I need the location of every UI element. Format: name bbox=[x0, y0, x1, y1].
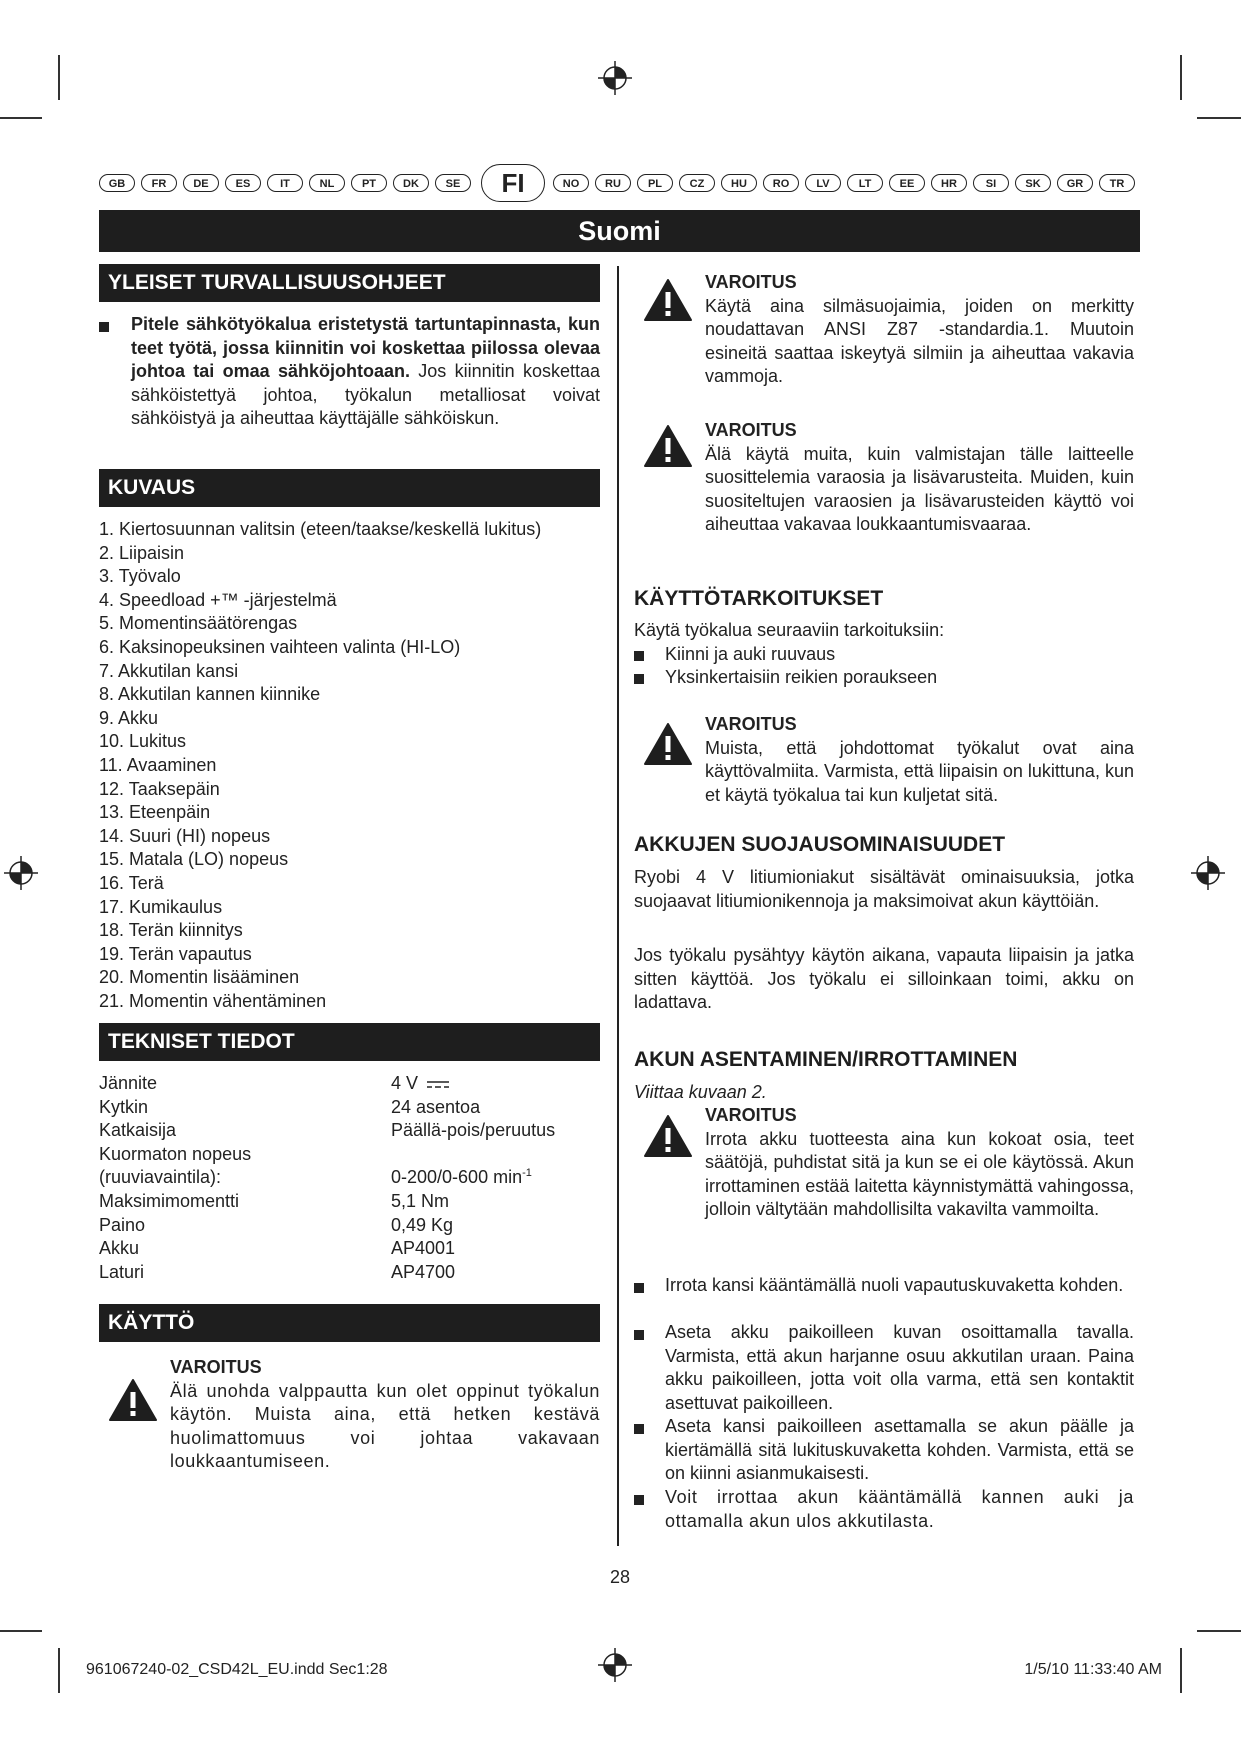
description-item: 8. Akkutilan kannen kiinnike bbox=[99, 684, 321, 705]
bullet bbox=[634, 651, 644, 661]
warning-text: Irrota akku tuotteesta aina kun kokoat osia, teet säätöjä, puhdistat sitä ja kun se ei ole käytössä. Akun irrottaminen estää laitetta käynnistymättä vahingossa, jolloin vältytään mahdollisilta vakavilta vammoilta. bbox=[705, 1128, 1134, 1219]
description-item: 20. Momentin lisääminen bbox=[99, 967, 300, 988]
description-item: 3. Työvalo bbox=[99, 566, 181, 587]
protection-paragraph: Ryobi 4 V litiumioniakut sisältävät ominaisuuksia, jotka suojaavat litiumionikennoja ja maksimoivat akun käyttöiän. bbox=[634, 867, 1134, 911]
description-item: 15. Matala (LO) nopeus bbox=[99, 849, 289, 870]
warning-triangle-icon bbox=[643, 278, 693, 322]
spec-value-text: 24 asentoa bbox=[391, 1096, 481, 1117]
description-item: 1. Kiertosuunnan valitsin (eteen/taakse/keskellä lukitus) bbox=[99, 519, 542, 539]
warning-text: Muista, että johdottomat työkalut ovat aina käyttövalmiita. Varmista, että liipaisin on lukittuna, kun et käytä työkalua tai kun kuljetat sitä. bbox=[705, 737, 1134, 805]
bullet bbox=[634, 1330, 644, 1340]
lang-lv[interactable]: LV bbox=[805, 174, 841, 192]
lang-hu[interactable]: HU bbox=[721, 174, 757, 192]
description-item: 4. Speedload +™ -järjestelmä bbox=[99, 589, 337, 610]
warning-triangle-icon bbox=[643, 722, 693, 766]
section-heading-usage: KÄYTTÖ bbox=[99, 1304, 600, 1342]
spec-value-text: AP4001 bbox=[391, 1238, 456, 1259]
bullet bbox=[634, 1495, 644, 1505]
bullet bbox=[99, 322, 109, 332]
description-item: 7. Akkutilan kansi bbox=[99, 660, 239, 681]
section-heading-purpose: KÄYTTÖTARKOITUKSET bbox=[634, 587, 884, 610]
protection-paragraph: Jos työkalu pysähtyy käytön aikana, vapauta liipaisin ja jatka sitten käyttöä. Jos työkalu ei silloinkaan toimi, akku on ladattava. bbox=[634, 945, 1134, 1012]
spec-value-text: 0-200/0-600 min bbox=[391, 1167, 523, 1188]
section-heading-protection: AKKUJEN SUOJAUSOMINAISUUDET bbox=[634, 833, 1006, 856]
lang-pl[interactable]: PL bbox=[637, 174, 673, 192]
lang-sk[interactable]: SK bbox=[1015, 174, 1051, 192]
description-item: 19. Terän vapautus bbox=[99, 943, 252, 964]
crop-mark bbox=[0, 1630, 42, 1632]
purpose-item: Yksinkertaisiin reikien poraukseen bbox=[665, 667, 938, 687]
purpose-intro: Käytä työkalua seuraaviin tarkoituksiin: bbox=[634, 620, 945, 640]
spec-value bbox=[391, 1120, 555, 1141]
language-bar bbox=[99, 164, 1139, 204]
warning-ready-tools bbox=[705, 713, 1134, 807]
description-item: 10. Lukitus bbox=[99, 731, 187, 752]
section-heading-install: AKUN ASENTAMINEN/IRROTTAMINEN bbox=[634, 1048, 1018, 1071]
lang-gr[interactable]: GR bbox=[1057, 174, 1093, 192]
description-item: 21. Momentin vähentäminen bbox=[99, 991, 327, 1011]
crop-mark bbox=[0, 117, 42, 119]
lang-se[interactable]: SE bbox=[435, 174, 471, 192]
figure-reference: Viittaa kuvaan 2. bbox=[634, 1082, 767, 1102]
dc-symbol-icon bbox=[427, 1080, 449, 1090]
lang-tr[interactable]: TR bbox=[1099, 174, 1135, 192]
lang-ee[interactable]: EE bbox=[889, 174, 925, 192]
registration-mark-icon bbox=[598, 61, 632, 95]
warning-triangle-icon bbox=[108, 1378, 158, 1422]
registration-mark-icon bbox=[598, 1648, 632, 1682]
warning-title: VAROITUS bbox=[170, 1357, 262, 1377]
footer-file-info: 961067240-02_CSD42L_EU.indd Sec1:28 bbox=[86, 1661, 388, 1678]
column-divider bbox=[617, 266, 619, 1546]
safety-bold-text: Pitele sähkötyökalua eristetystä tartuntapinnasta, kun teet työtä, jossa kiinnitin voi koskettaa piilossa olevaa johtoa tai omaa sähköjohtoaan. bbox=[131, 314, 600, 381]
spec-value bbox=[391, 1215, 453, 1236]
spec-value-text: 5,1 Nm bbox=[391, 1191, 450, 1211]
spec-label: Laturi bbox=[99, 1261, 145, 1282]
warning-remove-battery bbox=[705, 1104, 1134, 1222]
spec-value-text: AP4700 bbox=[391, 1261, 456, 1282]
lang-de[interactable]: DE bbox=[183, 174, 219, 192]
bullet bbox=[634, 1283, 644, 1293]
lang-dk[interactable]: DK bbox=[393, 174, 429, 192]
install-step: Aseta kansi paikoilleen asettamalla se akun päälle ja kiertämällä sitä lukituskuvaketta kohden. Varmista, että se on kiinni asianmukaisesti. bbox=[665, 1416, 1134, 1483]
warning-title: VAROITUS bbox=[705, 420, 797, 440]
bullet bbox=[634, 1424, 644, 1434]
safety-paragraph bbox=[131, 313, 600, 431]
lang-ro[interactable]: RO bbox=[763, 174, 799, 192]
spec-value bbox=[391, 1191, 449, 1212]
lang-fr[interactable]: FR bbox=[141, 174, 177, 192]
lang-si[interactable]: SI bbox=[973, 174, 1009, 192]
warning-text: Käytä aina silmäsuojaimia, joiden on merkitty noudattavan ANSI Z87 -standardia.1. Muutoin esineitä saattaa iskeytyä silmiin ja aiheuttaa vakavia vammoja. bbox=[705, 295, 1134, 386]
registration-mark-icon bbox=[4, 856, 38, 890]
description-item: 17. Kumikaulus bbox=[99, 896, 223, 917]
lang-it[interactable]: IT bbox=[267, 174, 303, 192]
description-item: 13. Eteenpäin bbox=[99, 802, 211, 823]
page-number: 28 bbox=[609, 1567, 631, 1587]
crop-mark bbox=[1197, 1630, 1241, 1632]
spec-label: Akku bbox=[99, 1238, 140, 1259]
lang-nl[interactable]: NL bbox=[309, 174, 345, 192]
lang-es[interactable]: ES bbox=[225, 174, 261, 192]
spec-value bbox=[391, 1073, 418, 1094]
warning-eye-protection bbox=[705, 271, 1134, 389]
spec-label: Kuormaton nopeus bbox=[99, 1143, 252, 1164]
spec-value-text: 0,49 Kg bbox=[391, 1214, 454, 1235]
install-step: Aseta akku paikoilleen kuvan osoittamalla tavalla. Varmista, että akun harjanne osuu akkutilan uraan. Paina akku paikoilleen, jotta voit olla varma, että sen kontaktit asettuvat paikoilleen. bbox=[665, 1322, 1134, 1413]
purpose-item: Kiinni ja auki ruuvaus bbox=[665, 644, 836, 664]
spec-value bbox=[391, 1097, 480, 1118]
spec-label: Paino bbox=[99, 1214, 146, 1235]
section-heading-safety: YLEISET TURVALLISUUSOHJEET bbox=[99, 264, 600, 302]
description-item: 5. Momentinsäätörengas bbox=[99, 613, 298, 634]
spec-value bbox=[391, 1262, 455, 1283]
safety-text: Jos kiinnitin koskettaa sähköistettyä johtoa, työkalun metalliosat voivat sähköistyä ja aiheuttaa käyttäjälle sähköiskun. bbox=[131, 361, 600, 428]
registration-mark-icon bbox=[1191, 856, 1225, 890]
spec-value-text: Päällä-pois/peruutus bbox=[391, 1120, 556, 1141]
page-title: Suomi bbox=[99, 210, 1140, 252]
warning-text: Älä käytä muita, kuin valmistajan tälle laitteelle suosittelemia varaosia ja lisävarusteita. Muiden, kuin suositeltujen varaosien ja lisävarusteiden käyttö voi aiheuttaa vakavaa loukkaantumisvaaraa. bbox=[705, 443, 1134, 534]
lang-gb[interactable]: GB bbox=[99, 174, 135, 192]
spec-label: Katkaisija bbox=[99, 1120, 177, 1141]
crop-mark bbox=[1180, 1648, 1182, 1693]
usage-warning bbox=[170, 1356, 600, 1474]
spec-label: Maksimimomentti bbox=[99, 1191, 240, 1211]
description-item: 12. Taaksepäin bbox=[99, 778, 220, 799]
lang-cz[interactable]: CZ bbox=[679, 174, 715, 192]
warning-title: VAROITUS bbox=[705, 272, 797, 292]
warning-spare-parts bbox=[705, 419, 1134, 537]
warning-triangle-icon bbox=[643, 424, 693, 468]
description-item: 9. Akku bbox=[99, 707, 159, 728]
warning-text: Älä unohda valppautta kun olet oppinut työkalun käytön. Muista aina, että hetken kestävä huolimattomuus voi johtaa vakavaan loukkaantumiseen. bbox=[170, 1380, 600, 1471]
lang-ru[interactable]: RU bbox=[595, 174, 631, 192]
install-step: Irrota kansi kääntämällä nuoli vapautuskuvaketta kohden. bbox=[665, 1275, 1124, 1295]
lang-no[interactable]: NO bbox=[553, 174, 589, 192]
warning-title: VAROITUS bbox=[705, 714, 797, 734]
spec-label: Kytkin bbox=[99, 1096, 149, 1117]
lang-pt[interactable]: PT bbox=[351, 174, 387, 192]
crop-mark bbox=[58, 55, 60, 100]
install-step: Voit irrottaa akun kääntämällä kannen auki ja ottamalla akun ulos akkutilasta. bbox=[665, 1487, 1134, 1531]
description-item: 16. Terä bbox=[99, 873, 164, 893]
spec-label: Jännite bbox=[99, 1073, 158, 1093]
spec-value bbox=[391, 1167, 532, 1188]
section-heading-description: KUVAUS bbox=[99, 469, 600, 507]
spec-value-text: 4 V bbox=[391, 1073, 419, 1093]
lang-hr[interactable]: HR bbox=[931, 174, 967, 192]
warning-triangle-icon bbox=[643, 1114, 693, 1158]
footer-date: 1/5/10 11:33:40 AM bbox=[1024, 1661, 1162, 1678]
description-item: 14. Suuri (HI) nopeus bbox=[99, 825, 271, 846]
description-item: 2. Liipaisin bbox=[99, 542, 185, 563]
bullet bbox=[634, 674, 644, 684]
spec-label: (ruuviavaintila): bbox=[99, 1167, 222, 1188]
crop-mark bbox=[58, 1648, 60, 1693]
lang-lt[interactable]: LT bbox=[847, 174, 883, 192]
crop-mark bbox=[1197, 117, 1241, 119]
description-item: 6. Kaksinopeuksinen vaihteen valinta (HI-LO) bbox=[99, 637, 461, 657]
lang-fi-active[interactable]: FI bbox=[481, 164, 545, 202]
description-item: 11. Avaaminen bbox=[99, 755, 217, 775]
spec-unit-exponent: -1 bbox=[522, 1167, 532, 1180]
section-heading-specs: TEKNISET TIEDOT bbox=[99, 1023, 600, 1061]
spec-value bbox=[391, 1238, 455, 1259]
description-item: 18. Terän kiinnitys bbox=[99, 920, 243, 941]
crop-mark bbox=[1180, 55, 1182, 100]
warning-title: VAROITUS bbox=[705, 1105, 797, 1125]
